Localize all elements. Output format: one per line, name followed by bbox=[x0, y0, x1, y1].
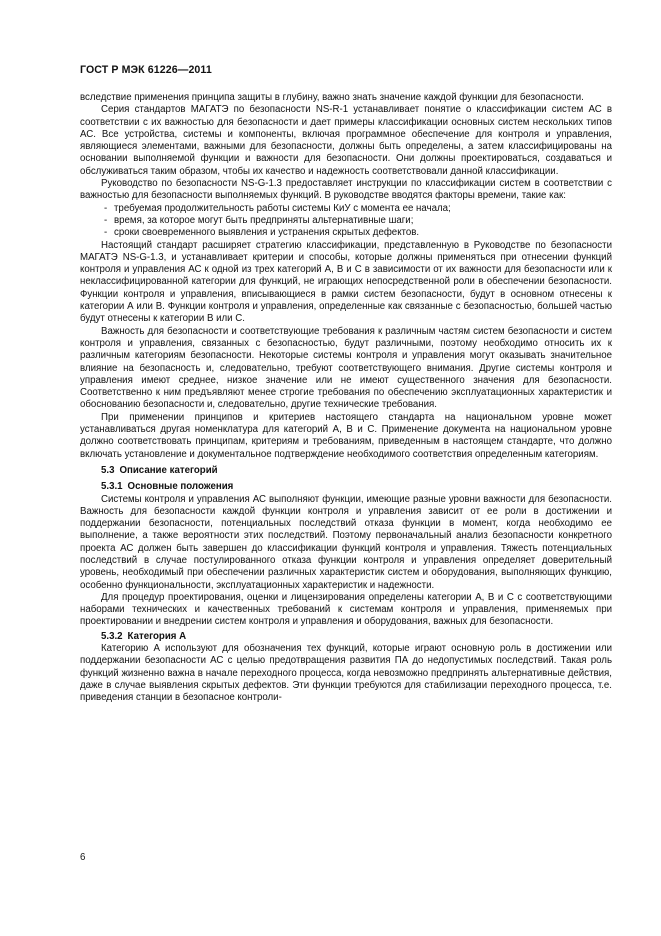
section-number: 5.3.2 bbox=[101, 630, 123, 642]
list-item: - сроки своевременного выявления и устранения скрытых дефектов. bbox=[104, 227, 612, 239]
list-item: - требуемая продолжительность работы системы КиУ с момента ее начала; bbox=[104, 203, 612, 215]
document-header: ГОСТ Р МЭК 61226—2011 bbox=[80, 64, 212, 76]
document-body bbox=[80, 92, 612, 705]
paragraph: Руководство по безопасности NS-G-1.3 предоставляет инструкции по классификации систем в соответствии с важностью для безопасности выполняемых функций. В руководстве вводятся факторы времени, такие как: bbox=[80, 178, 612, 202]
section-title: Основные положения bbox=[127, 481, 234, 493]
list-item: - время, за которое могут быть предприняты альтернативные шаги; bbox=[104, 215, 612, 227]
section-heading-5-3-2 bbox=[80, 631, 612, 643]
section-heading-5-3 bbox=[80, 465, 612, 477]
paragraph: Категорию А используют для обозначения тех функций, которые играют основную роль в достижении или поддержании безопасности АС с целью предотвращения развития ПА до недопустимых последствий. Такая роль функций жизненно важна в начале переходного процесса, когда невозможно предпринять альтернативные действия, даже в случае выявления скрытых дефектов. Эти функции требуются для стабилизации переходного процесса, т.е. приведения станции в безопасное контроли- bbox=[80, 643, 612, 704]
paragraph: Важность для безопасности и соответствующие требования к различным частям систем безопасности и систем контроля и управления, связанных с безопасностью, будут различными, поэтому необходимо относить их к различным категориям безопасности. Некоторые системы контроля и управления могут оказывать значительное влияние на безопасность и, следовательно, требуют соответствующего внимания. Другие системы контроля и управления имеют среднее, низкое значение или не имеют существенного значения для безопасности. Соответственно к ним предъявляют менее строгие требования по обеспечению эксплуатационных характеристик и обоснованию безопасности и, следовательно, другие технические требования. bbox=[80, 325, 612, 411]
section-heading-5-3-1 bbox=[80, 481, 612, 493]
section-title: Описание категорий bbox=[119, 464, 218, 476]
time-factors-list bbox=[80, 203, 612, 240]
section-title: Категория А bbox=[127, 630, 187, 642]
paragraph: Серия стандартов МАГАТЭ по безопасности NS-R-1 устанавливает понятие о классификации систем АС в соответствии с их важностью для безопасности и дает примеры классификации основных систем нескольких типов АС. Все устройства, системы и компоненты, включая программное обеспечение для контроля и управления, являющиеся элементами, важными для безопасности, должны быть определены, а затем классифицированы на основании выполняемой функции и важности для безопасности. Они должны проектироваться, создаваться и обслуживаться таким образом, чтобы их качество и надежность соответствовали данной классификации. bbox=[80, 104, 612, 177]
paragraph: Настоящий стандарт расширяет стратегию классификации, представленную в Руководстве по безопасности МАГАТЭ NS-G-1.3, и устанавливает критерии и способы, которые должны применяться при отнесении функций контроля и управления АС к одной из трех категорий А, В и С в зависимости от их важности для безопасности или к неклассифицированной категории для функций, не играющих непосредственной роли в обеспечении безопасности. Функции контроля и управления, вписывающиеся в рамки систем безопасности, будут в основном отнесены к категории А или В. Функции контроля и управления, определенные как связанные с безопасностью, большей частью будут отнесены к категории В или С. bbox=[80, 239, 612, 325]
paragraph: Системы контроля и управления АС выполняют функции, имеющие разные уровни важности для безопасности. Важность для безопасности каждой функции контроля и управления зависит от ее роли в достижении и поддержании безопасности, потенциальных последствий отказа функции в момент, когда необходимо ее выполнение, а также вероятности этих последствий. Поэтому первоначальный анализ безопасности конкретного проекта АС должен быть завершен до классификации функций контроля и управления. Тяжесть потенциальных последствий в случае постулированного отказа функции контроля и управления определяет доверительный уровень, необходимый при обеспечении различных характеристик систем и оборудования, выполняющих функцию, особенно функциональности, эксплуатационных характеристик и надежности. bbox=[80, 493, 612, 591]
paragraph: вследствие применения принципа защиты в глубину, важно знать значение каждой функции для безопасности. bbox=[80, 92, 584, 103]
page-number: 6 bbox=[80, 852, 86, 863]
section-number: 5.3 bbox=[101, 464, 115, 476]
section-number: 5.3.1 bbox=[101, 481, 123, 493]
paragraph: Для процедур проектирования, оценки и лицензирования определены категории А, В и С с соответствующими наборами технических и качественных требований к системам контроля и управления, применяемых при проектировании и внедрении систем контроля и управления и оборудования, важных для безопасности. bbox=[80, 591, 612, 628]
paragraph: При применении принципов и критериев настоящего стандарта на национальном уровне может устанавливаться другая номенклатура для категорий А, В и С. Применение документа на национальном уровне должно соответствовать принципам, критериям и требованиям, приведенным в настоящем стандарте, что должно включать установление и документальное подтверждение необходимого соответствия определенным категориям. bbox=[80, 411, 612, 460]
